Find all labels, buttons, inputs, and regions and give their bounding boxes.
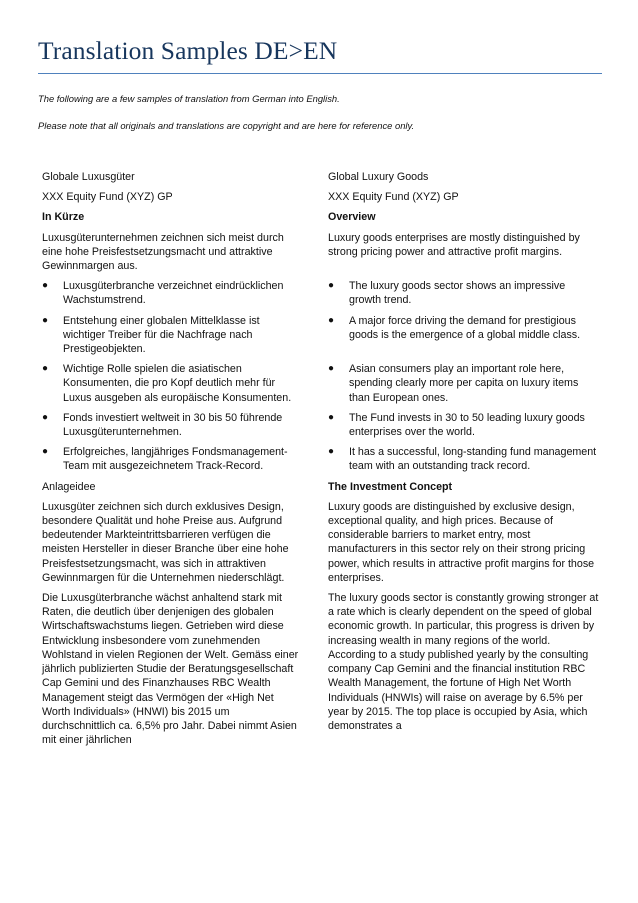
english-text: Luxury goods enterprises are mostly distinguished by strong pricing power and attractive profit margins. — [328, 231, 580, 258]
german-bullet-text: Luxusgüterbranche verzeichnet eindrücklichen Wachstumstrend. — [63, 280, 284, 307]
english-text: Global Luxury Goods — [328, 171, 429, 183]
english-heading: The Investment Concept — [328, 480, 453, 493]
translation-table — [42, 170, 602, 753]
bullet-icon: ● — [42, 411, 49, 423]
bullet-icon: ● — [328, 411, 335, 423]
german-bullet-item — [42, 314, 304, 357]
german-bullet-item — [42, 362, 304, 405]
english-bullet-item — [328, 279, 600, 307]
bullet-icon: ● — [42, 314, 49, 326]
bullet-icon: ● — [42, 446, 49, 458]
german-bullet-item — [42, 445, 304, 473]
english-heading: Overview — [328, 211, 376, 224]
table-row — [42, 591, 602, 747]
german-bullet-text: Fonds investiert weltweit in 30 bis 50 führende Luxusgüterunternehmen. — [63, 411, 283, 439]
bullet-icon: ● — [328, 363, 335, 375]
table-row — [42, 170, 602, 184]
german-bullet-text: Wichtige Rolle spielen die asiatischen Konsumenten, die pro Kopf deutlich mehr für Luxus ausgeben als europäische Konsumenten. — [63, 363, 292, 404]
german-bullet-item — [42, 411, 304, 439]
bullet-icon: ● — [42, 363, 49, 375]
english-bullet-item — [328, 411, 600, 439]
table-row — [42, 411, 602, 439]
table-row — [42, 279, 602, 307]
table-row — [42, 231, 602, 274]
table-row — [42, 314, 602, 357]
german-heading: Anlageidee — [42, 480, 96, 493]
english-bullet-text: Asian consumers play an important role here, spending clearly more per capita on luxury items than European ones. — [349, 363, 579, 404]
table-row — [42, 190, 602, 204]
table-row — [42, 500, 602, 585]
bullet-icon: ● — [42, 280, 49, 292]
intro-line-2: Please note that all originals and translations are copyright and are here for reference only. — [38, 120, 415, 131]
german-text: Globale Luxusgüter — [42, 171, 135, 183]
english-bullet-text: A major force driving the demand for prestigious goods is the emergence of a global middle class. — [349, 314, 581, 341]
german-text: XXX Equity Fund (XYZ) GP — [42, 191, 173, 204]
title-divider — [38, 73, 602, 74]
german-heading: In Kürze — [42, 211, 85, 224]
table-row — [42, 445, 602, 473]
bullet-icon: ● — [328, 314, 335, 326]
table-row — [42, 480, 602, 494]
table-row — [42, 362, 602, 405]
english-bullet-item — [328, 314, 600, 357]
intro-line-1: The following are a few samples of translation from German into English. — [38, 93, 340, 104]
german-bullet-text: Entstehung einer globalen Mittelklasse ist wichtiger Treiber für die Nachfrage nach Prestigeobjekten. — [63, 314, 260, 356]
english-bullet-item — [328, 362, 600, 405]
english-bullet-text: The luxury goods sector shows an impressive growth trend. — [349, 280, 566, 307]
german-bullet-item — [42, 279, 304, 307]
english-text: The luxury goods sector is constantly growing stronger at a rate which is clearly dependent on the speed of global economic growth. In particular, this progress is driven by increasing wealth in many regions of the world. According to a study published yearly by the consulting company Cap Gemini and the financial institution RBC Wealth Management, the fortune of High Net Worth Individuals (HNWIs) will raise on average by 6.5% per year by 2015. The top place is occupied by Asia, which demonstrates a — [328, 592, 599, 732]
english-bullet-item — [328, 445, 600, 473]
bullet-icon: ● — [328, 446, 335, 458]
german-text: Die Luxusgüterbranche wächst anhaltend stark mit Raten, die deutlich über denjenigen des globalen Wirtschaftswachstums liegen. Getrieben wird diese Entwicklung insbesondere vom zunehmenden Wohlstand in vielen Regionen der Welt. Gemäss einer jährlich publizierten Studie der Beratungsgesellschaft Cap Gemini und des Finanzhauses RBC Wealth Management steigt das Vermögen der «High Net Worth Individuals» (HNWI) bis 2015 um durchschnittlich ca. 6,5% pro Jahr. Dabei nimmt Asien mit einer jährlichen — [42, 592, 299, 747]
table-row — [42, 210, 602, 224]
german-text: Luxusgüterunternehmen zeichnen sich meist durch eine hohe Preisfestsetzungsmacht und attraktive Gewinnmargen aus. — [42, 231, 284, 273]
german-text: Luxusgüter zeichnen sich durch exklusives Design, besondere Qualität und hohe Preise aus. Aufgrund bedeutender Markteintrittsbarrieren verfügen die meisten Hersteller in dieser Branche über eine hohe Preisfestsetzungsmacht, was sich in attraktiven Gewinnmargen für die Unternehmen niederschlägt. — [42, 500, 289, 584]
english-bullet-text: The Fund invests in 30 to 50 leading luxury goods enterprises over the world. — [349, 411, 585, 439]
english-text: XXX Equity Fund (XYZ) GP — [328, 191, 459, 204]
bullet-icon: ● — [328, 280, 335, 292]
english-bullet-text: It has a successful, long-standing fund management team with an outstanding track record. — [349, 446, 597, 473]
english-text: Luxury goods are distinguished by exclusive design, exceptional quality, and high prices. Because of considerable barriers to market entry, most manufacturers in this sector rely on their strong pricing power, which results in attractive profit margins for those enterprises. — [328, 500, 595, 584]
page-title: Translation Samples DE>EN — [38, 36, 338, 65]
german-bullet-text: Erfolgreiches, langjähriges Fondsmanagement-Team mit ausgezeichnetem Track-Record. — [63, 446, 288, 473]
